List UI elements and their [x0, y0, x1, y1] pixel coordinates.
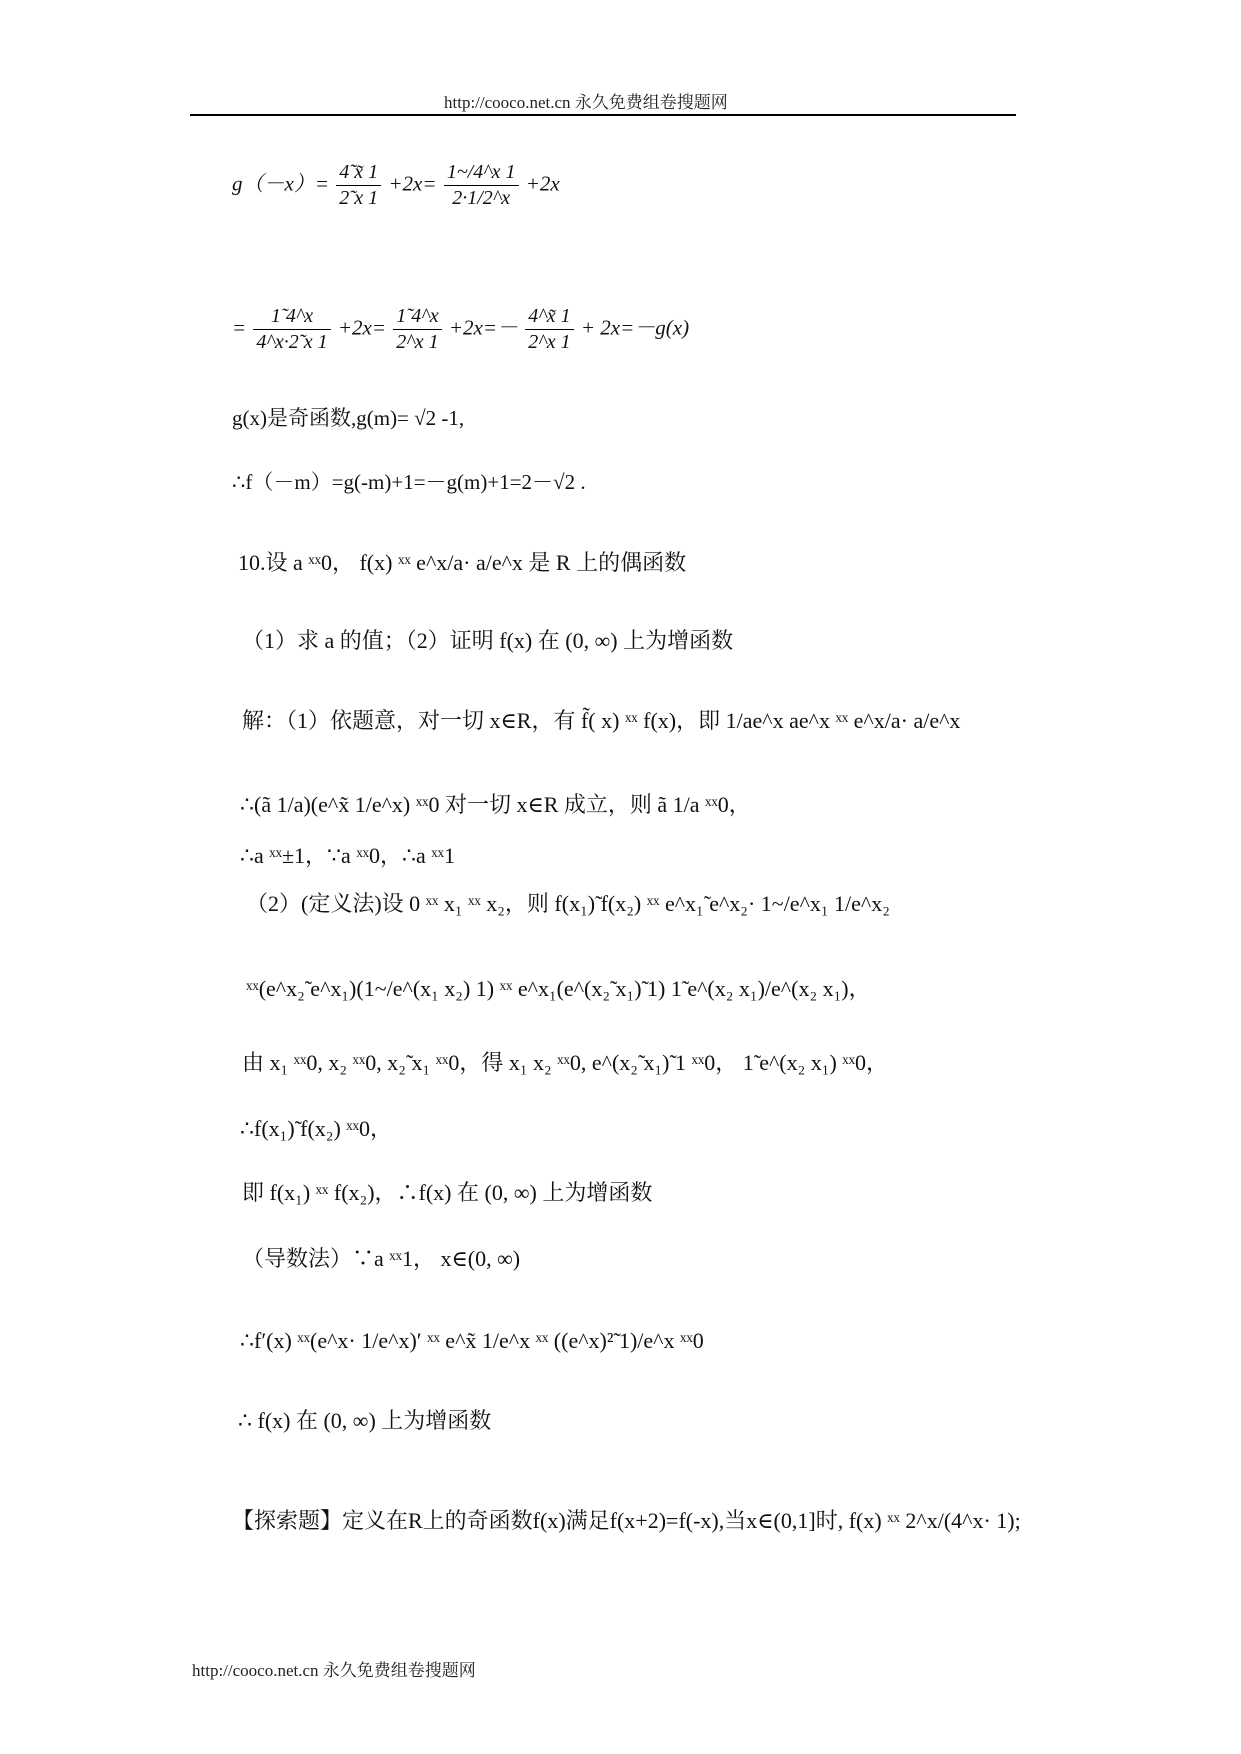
line2-f2-num: 1̃ 4^x [393, 304, 441, 330]
solution-line-10: ∴f′(x) ˣˣ(e^x· 1/e^x)′ ˣˣ e^x̃ 1/e^x ˣˣ ((e^x)²̃ 1)/e^x ˣˣ0 [240, 1328, 704, 1353]
line2-fraction-3 [525, 304, 573, 355]
line2-mid1: +2x= [337, 315, 387, 340]
footer [192, 1656, 476, 1681]
formula-line-2 [232, 304, 689, 355]
explore-question: 【探索题】定义在R上的奇函数f(x)满足f(x+2)=f(-x),当x∈(0,1]时, f(x) ˣˣ 2^x/(4^x· 1); [232, 1508, 1021, 1533]
solution-line-5: ˣˣ(e^x₂̃ e^x₁)(1~/e^(x₁ x₂) 1) ˣˣ e^x₁(e^(x₂̃ x₁)̃ 1) 1̃ e^(x₂ x₁)/e^(x₂ x₁)， [246, 976, 871, 1001]
solution-line-11: ∴ f(x) 在 (0, ∞) 上为增函数 [238, 1408, 492, 1433]
line1-f1-num: 4̃ x̃ 1 [336, 160, 381, 186]
line1-fraction-1 [336, 160, 381, 211]
line1-mid: +2x= [388, 171, 437, 196]
text-line-4: ∴f（－m）=g(-m)+1=－g(m)+1=2－√2 . [232, 470, 586, 494]
line2-tail: + 2x=－g(x) [580, 315, 690, 340]
line2-fraction-2 [393, 304, 441, 355]
line1-lhs: g（－x）= [232, 171, 329, 196]
solution-line-4: （2）(定义法)设 0 ˣˣ x₁ ˣˣ x₂，则 f(x₁)̃ f(x₂) ˣˣ e^x₁̃ e^x₂· 1~/e^x₁ 1/e^x₂ [246, 891, 890, 916]
line2-mid2: +2x=－ [448, 315, 519, 340]
line2-f2-den: 2^x 1 [396, 331, 439, 353]
line1-tail: +2x [525, 171, 560, 196]
solution-line-7: ∴f(x₁)̃ f(x₂) ˣˣ0， [240, 1116, 393, 1141]
line2-f1-den: 4^x·2̃ x 1 [256, 331, 328, 353]
line2-f3-num: 4^x̃ 1 [525, 304, 573, 330]
line2-f3-den: 2^x 1 [528, 331, 571, 353]
solution-line-8: 即 f(x₁) ˣˣ f(x₂)，∴f(x) 在 (0, ∞) 上为增函数 [242, 1180, 653, 1205]
line1-f2-num: 1~/4^x 1 [444, 160, 519, 186]
footer-site-text: 永久免费组卷搜题网 [322, 1661, 476, 1680]
solution-line-2: ∴(ã 1/a)(e^x̃ 1/e^x) ˣˣ0 对一切 x∈R 成立，则 ã 1/a ˣˣ0， [240, 792, 751, 817]
solution-line-1: 解：（1）依题意，对一切 x∈R，有 f̃( x) ˣˣ f(x)，即 1/ae^x ae^x ˣˣ e^x/a· a/e^x [242, 708, 961, 733]
solution-line-3: ∴a ˣˣ±1，∵a ˣˣ0，∴a ˣˣ1 [240, 843, 456, 868]
line2-f1-num: 1̃ 4^x [253, 304, 330, 330]
solution-line-6: 由 x₁ ˣˣ0, x₂ ˣˣ0, x₂̃ x₁ ˣˣ0，得 x₁ x₂ ˣˣ0, e^(x₂̃ x₁)̃ 1 ˣˣ0， 1̃ e^(x₂ x₁) ˣˣ0， [242, 1050, 888, 1075]
header-url [444, 88, 728, 113]
line2-eq: = [232, 315, 247, 340]
header-url-text: http://cooco.net.cn [444, 93, 571, 112]
line2-fraction-1 [253, 304, 330, 355]
question-10: 10.设 a ˣˣ0， f(x) ˣˣ e^x/a· a/e^x 是 R 上的偶函数 [238, 550, 687, 575]
formula-line-1 [232, 160, 560, 211]
text-line-3: g(x)是奇函数,g(m)= √2 -1, [232, 406, 465, 430]
question-10-parts: （1）求 a 的值；（2）证明 f(x) 在 (0, ∞) 上为增函数 [242, 628, 734, 653]
line1-fraction-2 [444, 160, 519, 211]
header-site-text: 永久免费组卷搜题网 [574, 93, 728, 112]
line1-f2-den: 2·1/2^x [452, 187, 511, 209]
solution-line-9: （导数法）∵a ˣˣ1， x∈(0, ∞) [242, 1246, 521, 1271]
header-rule [190, 114, 1016, 116]
footer-url-text: http://cooco.net.cn [192, 1661, 319, 1680]
line1-f1-den: 2̃ x 1 [339, 187, 379, 209]
